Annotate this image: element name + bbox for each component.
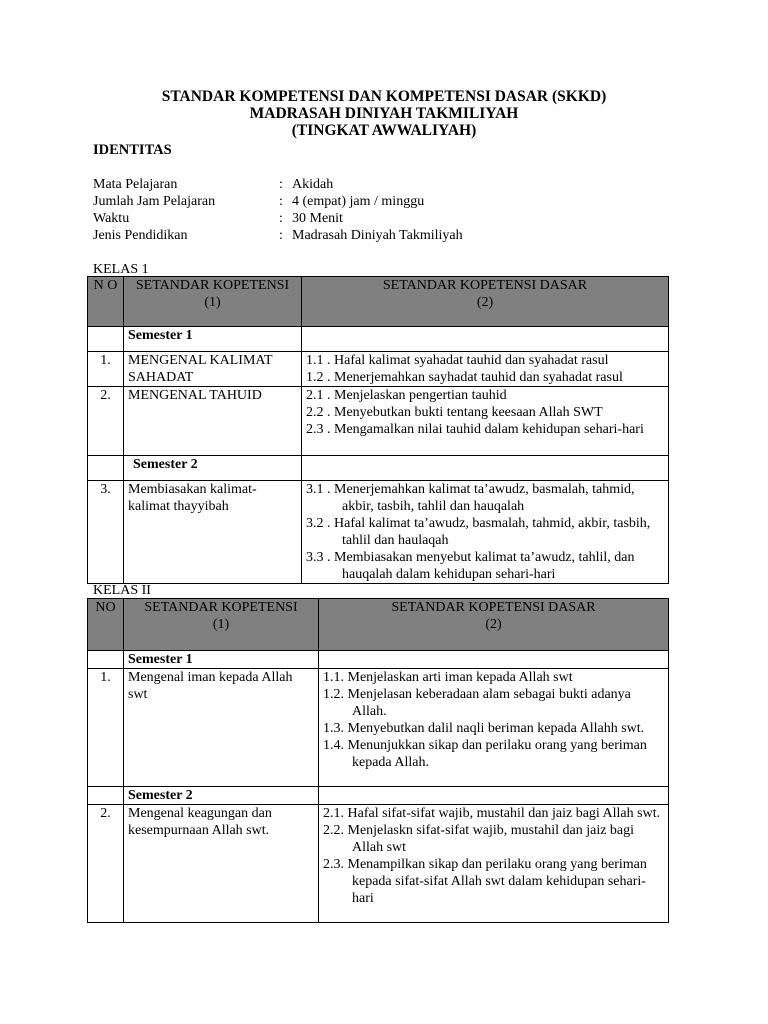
title-line-1: STANDAR KOMPETENSI DAN KOMPETENSI DASAR (SKKD) [161, 88, 607, 105]
identitas-colon: : [279, 211, 283, 226]
empty-cell [88, 456, 124, 481]
header-no-label: NO [95, 600, 116, 615]
kompetensi-dasar [302, 481, 669, 584]
kd-item: 1.4. Menunjukkan sikap dan perilaku orang yang beriman kepada Allah. [323, 738, 647, 770]
kd-item: 1.1. Menjelaskan arti iman kepada Allah swt [323, 670, 573, 685]
header-kd-number: (2) [485, 617, 502, 632]
identitas-value: 30 Menit [292, 211, 343, 226]
identitas-label: Jenis Pendidikan [93, 228, 188, 243]
kd-item: 2.1. Hafal sifat-sifat wajib, mustahil dan jaiz bagi Allah swt. [323, 806, 661, 821]
standar-kompetensi: MENGENAL KALIMAT SAHADAT [124, 352, 302, 387]
semester-label: Semester 2 [124, 787, 319, 805]
identitas-value: Akidah [292, 177, 334, 192]
row-number: 2. [88, 387, 124, 456]
row-number: 3. [88, 481, 124, 584]
kd-item: 2.3. Menampilkan sikap dan perilaku orang yang beriman kepada sifat-sifat Allah swt dalam kehidupan sehari-hari [323, 857, 647, 906]
kelas-2-label: KELAS II [93, 583, 151, 598]
identitas-colon: : [279, 194, 283, 209]
identitas-row [93, 210, 463, 227]
standar-kompetensi: Mengenal iman kepada Allah swt [124, 669, 319, 787]
header-kd [319, 599, 669, 651]
header-no-label: N O [93, 278, 118, 293]
kd-item: 2.2. Menjelaskn sifat-sifat wajib, mustahil dan jaiz bagi Allah swt [323, 823, 635, 855]
kompetensi-dasar [302, 387, 669, 456]
header-kd-label: SETANDAR KOPETENSI DASAR [391, 600, 596, 615]
identitas-value: Madrasah Diniyah Takmiliyah [292, 228, 463, 243]
header-kd-label: SETANDAR KOPETENSI DASAR [382, 278, 588, 293]
kd-item: 3.3 . Membiasakan menyebut kalimat ta’awudz, tahlil, dan hauqalah dalam kehidupan sehari-hari [306, 550, 635, 582]
empty-cell [88, 327, 124, 352]
row-number: 1. [88, 352, 124, 387]
table-row [88, 805, 669, 923]
document-title [0, 88, 768, 139]
header-kd-number: (2) [476, 295, 494, 310]
identitas-colon: : [279, 228, 283, 243]
title-line-3: (TINGKAT AWWALIYAH) [291, 122, 477, 139]
identitas-row [93, 227, 463, 244]
empty-cell [88, 787, 124, 805]
table-row [88, 481, 669, 584]
standar-kompetensi: Mengenal keagungan dan kesempurnaan Allah swt. [124, 805, 319, 923]
header-sk [124, 277, 302, 327]
semester-row [88, 651, 669, 669]
table-header-row [88, 277, 669, 327]
empty-cell [302, 456, 669, 481]
empty-cell [319, 651, 669, 669]
standar-kompetensi: Membiasakan kalimat-kalimat thayyibah [124, 481, 302, 584]
kd-item: 1.1 . Hafal kalimat syahadat tauhid dan syahadat rasul [306, 353, 609, 368]
header-no [88, 277, 124, 327]
kelas-1-table [87, 276, 669, 584]
semester-label: Semester 1 [124, 327, 302, 352]
header-no [88, 599, 124, 651]
row-number: 2. [88, 805, 124, 923]
standar-kompetensi: MENGENAL TAHUID [124, 387, 302, 456]
identitas-label: Waktu [93, 211, 130, 226]
row-number: 1. [88, 669, 124, 787]
kd-item: 3.1 . Menerjemahkan kalimat ta’awudz, basmalah, tahmid, akbir, tasbih, tahlil dan hauqalah [306, 482, 635, 514]
header-kd [302, 277, 669, 327]
table-header-row [88, 599, 669, 651]
kelas-2-table [87, 598, 669, 923]
identitas-colon: : [279, 177, 283, 192]
table-row [88, 669, 669, 787]
identitas-value: 4 (empat) jam / minggu [292, 194, 425, 209]
identitas-row [93, 193, 463, 210]
kompetensi-dasar [302, 352, 669, 387]
kd-item: 2.1 . Menjelaskan pengertian tauhid [306, 388, 507, 403]
kelas-1-label: KELAS 1 [93, 262, 149, 277]
kd-item: 2.3 . Mengamalkan nilai tauhid dalam kehidupan sehari-hari [306, 422, 644, 437]
identitas-row [93, 176, 463, 193]
header-sk-label: SETANDAR KOPETENSI [144, 600, 298, 615]
kd-item: 1.3. Menyebutkan dalil naqli beriman kepada Allahh swt. [323, 721, 645, 736]
title-line-2: MADRASAH DINIYAH TAKMILIYAH [249, 105, 519, 122]
kd-item: 1.2 . Menerjemahkan sayhadat tauhid dan syahadat rasul [306, 370, 623, 385]
header-sk [124, 599, 319, 651]
header-sk-number: (1) [212, 617, 230, 632]
kompetensi-dasar [319, 805, 669, 923]
header-sk-number: (1) [204, 295, 221, 310]
semester-label: Semester 1 [124, 651, 319, 669]
semester-row [88, 327, 669, 352]
kompetensi-dasar [319, 669, 669, 787]
identitas-heading: IDENTITAS [93, 142, 172, 158]
identitas-label: Jumlah Jam Pelajaran [93, 194, 216, 209]
table-row [88, 387, 669, 456]
identitas-list [93, 176, 463, 244]
kd-item: 3.2 . Hafal kalimat ta’awudz, basmalah, tahmid, akbir, tasbih, tahlil dan haulaqah [306, 516, 651, 548]
semester-row [88, 787, 669, 805]
semester-label: Semester 2 [124, 456, 302, 481]
identitas-label: Mata Pelajaran [93, 177, 178, 192]
kd-item: 1.2. Menjelasan keberadaan alam sebagai bukti adanya Allah. [323, 687, 631, 719]
table-row [88, 352, 669, 387]
kd-item: 2.2 . Menyebutkan bukti tentang keesaan Allah SWT [306, 405, 603, 420]
empty-cell [302, 327, 669, 352]
empty-cell [88, 651, 124, 669]
empty-cell [319, 787, 669, 805]
header-sk-label: SETANDAR KOPETENSI [135, 278, 290, 293]
semester-row [88, 456, 669, 481]
